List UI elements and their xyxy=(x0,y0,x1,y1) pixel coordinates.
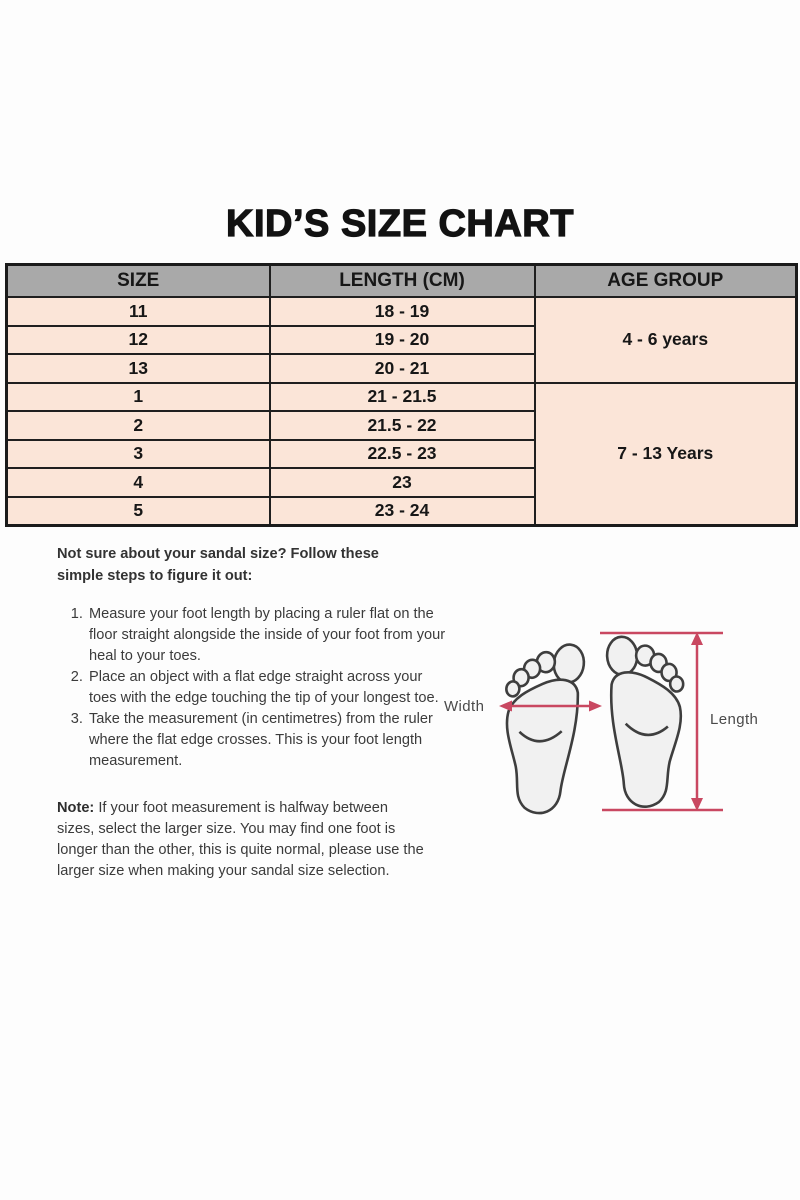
width-label: Width xyxy=(444,698,485,715)
length-cell: 19 - 20 xyxy=(270,326,535,355)
sizing-guide-intro: Not sure about your sandal size? Follow these simple steps to figure it out: xyxy=(57,546,379,584)
measuring-step: 1. Measure your foot length by placing a ruler flat on the floor straight alongside the inside of your foot from your heal to your toes. xyxy=(87,604,447,667)
size-cell: 1 xyxy=(7,383,270,412)
length-cell: 18 - 19 xyxy=(270,297,535,326)
sizing-note xyxy=(57,798,429,882)
age-group-cell: 7 - 13 Years xyxy=(535,383,797,526)
header-length-cm: LENGTH (CM) xyxy=(270,265,535,298)
right-footprint-icon xyxy=(606,634,689,809)
header-size: SIZE xyxy=(7,265,270,298)
size-cell: 11 xyxy=(7,297,270,326)
left-footprint-icon xyxy=(494,638,586,816)
size-cell: 2 xyxy=(7,411,270,440)
measuring-steps-list xyxy=(57,604,447,772)
note-text: If your foot measurement is halfway between sizes, select the larger size. You may find one foot is longer than the other, this is quite normal, please use the larger size when making your sandal size selection. xyxy=(57,800,424,879)
length-cell: 21 - 21.5 xyxy=(270,383,535,412)
page-title: KID’S SIZE CHART xyxy=(226,203,574,245)
length-cell: 22.5 - 23 xyxy=(270,440,535,469)
length-label: Length xyxy=(710,711,759,728)
note-label: Note: xyxy=(57,800,95,816)
table-header-row xyxy=(7,265,797,298)
size-cell: 13 xyxy=(7,354,270,383)
length-cell: 20 - 21 xyxy=(270,354,535,383)
size-cell: 4 xyxy=(7,468,270,497)
measuring-step: 2. Place an object with a flat edge straight across your toes with the edge touching the tip of your longest toe. xyxy=(87,667,447,709)
length-cell: 23 xyxy=(270,468,535,497)
sizing-guide xyxy=(57,544,447,897)
length-cell: 23 - 24 xyxy=(270,497,535,526)
table-row xyxy=(7,297,797,326)
size-table xyxy=(5,263,798,527)
size-cell: 5 xyxy=(7,497,270,526)
table-row xyxy=(7,383,797,412)
size-cell: 12 xyxy=(7,326,270,355)
size-cell: 3 xyxy=(7,440,270,469)
age-group-cell: 4 - 6 years xyxy=(535,297,797,383)
length-cell: 21.5 - 22 xyxy=(270,411,535,440)
measuring-step: 3. Take the measurement (in centimetres) from the ruler where the flat edge crosses. This is your foot length measurement. xyxy=(87,709,447,772)
header-age-group: AGE GROUP xyxy=(535,265,797,298)
